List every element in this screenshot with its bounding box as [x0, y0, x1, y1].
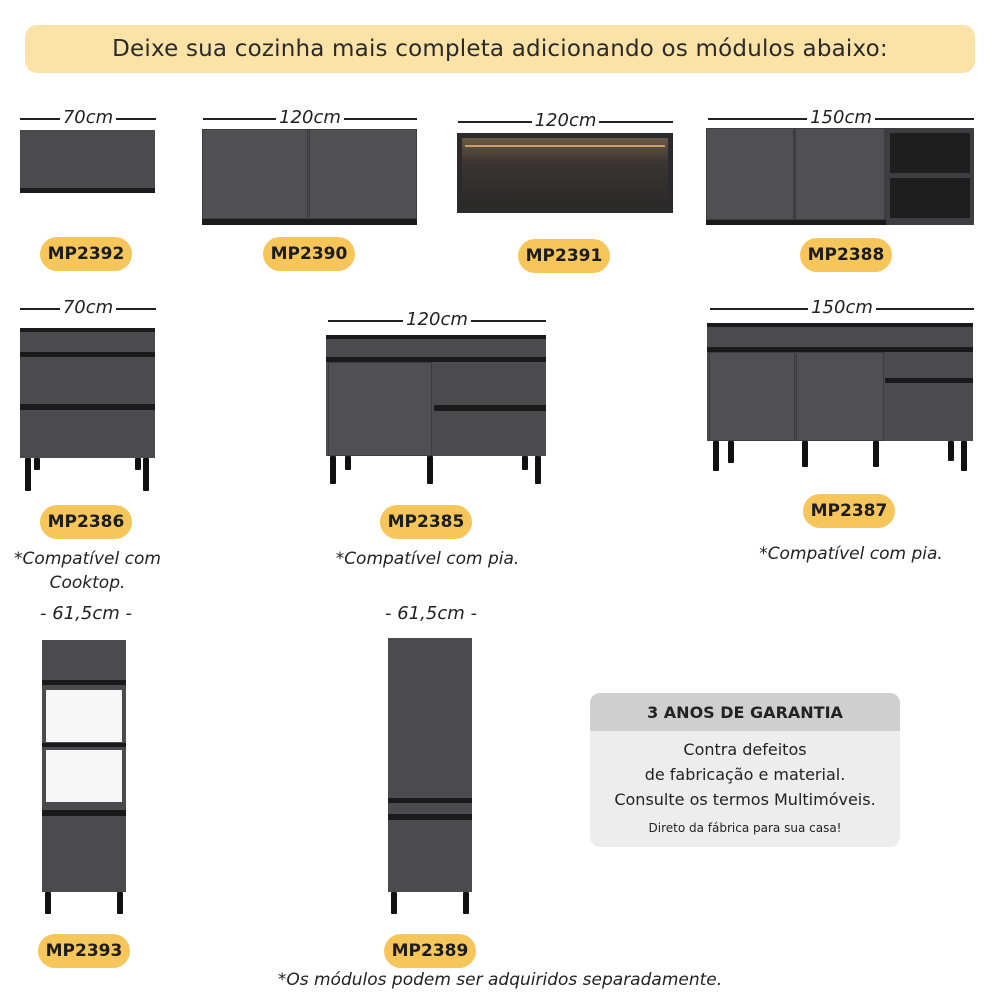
dimension-70cm: 70cm: [20, 108, 156, 128]
dimension-70cm: 70cm: [20, 298, 156, 318]
dimension-120cm: 120cm: [458, 111, 673, 131]
cabinet-mp2387-image: [707, 323, 973, 441]
cabinet-mp2393-tower-image: [42, 640, 126, 892]
dimension-150cm: 150cm: [708, 108, 974, 128]
cabinet-mp2389-tower-image: [388, 638, 472, 892]
footer-note: *Os módulos podem ser adquiridos separadamente.: [277, 970, 723, 990]
dimension-120cm: 120cm: [328, 310, 546, 330]
compatibility-note: *Compatível com pia.: [759, 544, 943, 564]
warranty-line: Contra defeitos: [683, 740, 807, 759]
warranty-tagline: Direto da fábrica para sua casa!: [648, 821, 842, 835]
dimension-61-5cm: - 61,5cm -: [40, 603, 132, 624]
module-code-badge: MP2385: [380, 505, 472, 539]
page-title-banner: [25, 25, 975, 73]
warranty-line: Consulte os termos Multimóveis.: [614, 790, 876, 809]
module-code-badge: MP2388: [800, 238, 892, 272]
cabinet-mp2390-image: [202, 129, 417, 225]
cabinet-mp2385-image: [326, 335, 546, 456]
cabinet-mp2388-image: [706, 128, 974, 225]
dimension-150cm: 150cm: [710, 298, 974, 318]
module-code-badge: MP2387: [803, 494, 895, 528]
dimension-120cm: 120cm: [203, 108, 417, 128]
module-code-badge: MP2392: [40, 237, 132, 271]
module-code-badge: MP2390: [263, 237, 355, 271]
warranty-title: 3 ANOS DE GARANTIA: [590, 693, 900, 731]
module-code-badge: MP2391: [518, 239, 610, 273]
page-title: Deixe sua cozinha mais completa adicionando os módulos abaixo:: [112, 36, 888, 62]
module-code-badge: MP2393: [38, 934, 130, 968]
module-code-badge: MP2389: [384, 934, 476, 968]
cabinet-mp2392-image: [20, 130, 155, 193]
dimension-61-5cm: - 61,5cm -: [385, 603, 477, 624]
compatibility-note: *Compatível com pia.: [335, 549, 520, 569]
warranty-box: [590, 693, 900, 847]
module-code-badge: MP2386: [40, 505, 132, 539]
compatibility-note: *Compatível com Cooktop.: [14, 549, 161, 593]
warranty-line: de fabricação e material.: [644, 765, 846, 784]
cabinet-mp2391-glass-image: [457, 133, 673, 213]
cabinet-mp2386-image: [20, 328, 155, 458]
